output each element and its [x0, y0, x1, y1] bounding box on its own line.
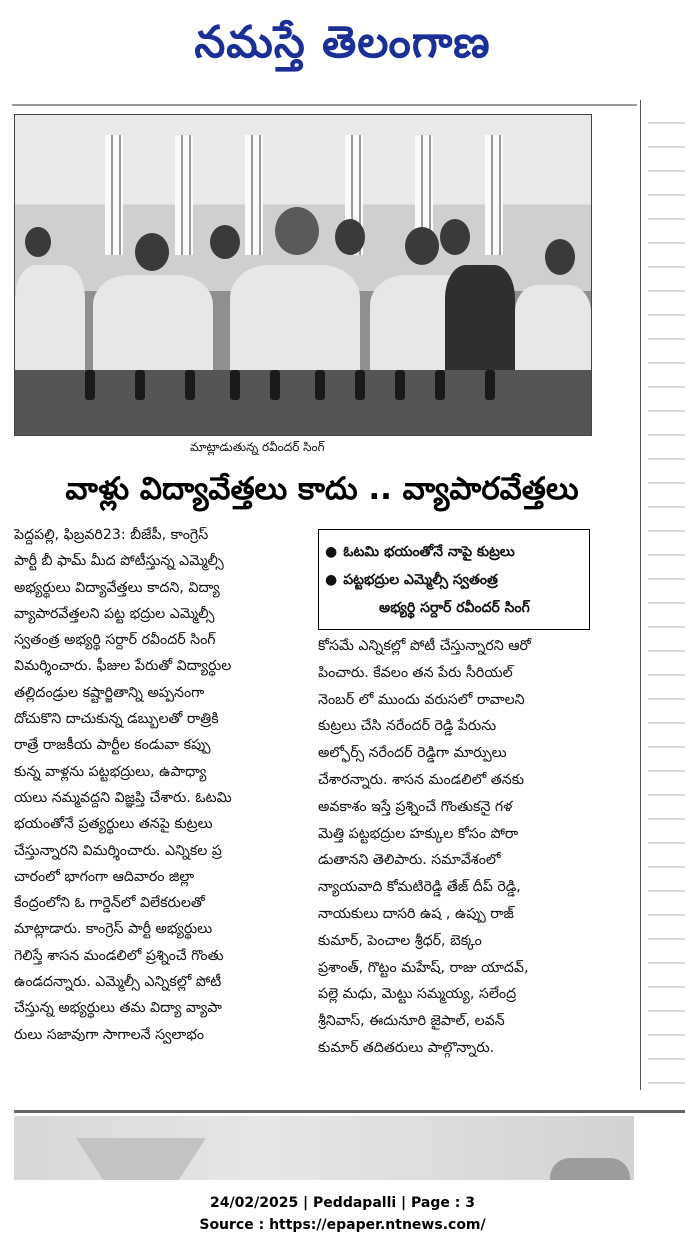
source-link[interactable]: Source : https://epaper.ntnews.com/: [199, 1217, 486, 1233]
body-line: నెంబర్ లో ముందు వరుసలో రావాలని: [318, 691, 525, 708]
masthead-title: నమస్తే తెలంగాణ: [194, 17, 491, 68]
highlight-point: ● ఓటమి భయంతోనే నాపై కుట్రలు: [325, 538, 583, 566]
body-line: చేస్తున్న అభ్యర్థులు తమ విద్యా వ్యాపా: [14, 1000, 222, 1017]
body-line: అభ్యర్థులు విద్యావేత్తలు కాదని, విద్యా: [14, 579, 220, 596]
body-line: శ్రీనివాస్, ఈదునూరి జైపాల్, లవన్: [318, 1013, 505, 1030]
highlights-box: [318, 529, 590, 630]
article-left-column: [14, 522, 314, 1048]
body-line: ప్రశాంత్, గొట్టం మహేష్, రాజు యాదవ్,: [318, 959, 529, 976]
ad-graphic: [76, 1138, 206, 1180]
body-line: తల్లిదండ్రుల కష్టార్జితాన్ని అప్పనంగా: [14, 684, 205, 701]
body-line: కుట్రలు చేసి నరేందర్ రెడ్డి పేరును: [318, 718, 497, 735]
body-line: చేస్తున్నారని విమర్శించారు. ఎన్నికల ప్ర: [14, 842, 222, 859]
body-line: వ్యాపారవేత్తలని పట్ట భద్రుల ఎమ్మెల్సీ: [14, 605, 215, 622]
body-line: స్వతంత్ర అభ్యర్థి సర్దార్ రవీందర్ సింగ్: [14, 632, 216, 649]
body-line: మాట్లాడారు. కాంగ్రెస్ పార్టీ అభ్యర్థులు: [14, 921, 213, 938]
body-line: రాత్రే రాజకీయ పార్టీల కండువా కప్పు: [14, 737, 211, 754]
body-line: రులు సజావుగా సాగాలనే స్వలాభం: [14, 1026, 205, 1043]
article-right-column: [318, 633, 608, 1062]
edition-info: 24/02/2025 | Peddapalli | Page : 3: [210, 1195, 475, 1211]
body-line: యలు నమ్మవద్దని విజ్ఞప్తి చేశారు. ఓటమి: [14, 789, 232, 806]
body-line: కుమార్, పెంచాల శ్రీధర్, బెక్కం: [318, 932, 482, 949]
body-line: దోచుకొని దాచుకున్న డబ్బులతో రాత్రికి: [14, 711, 219, 728]
body-line: మెత్తి పట్టభద్రుల హక్కుల కోసం పోరా: [318, 825, 519, 842]
column-divider: [640, 100, 641, 1090]
top-divider: [12, 104, 637, 106]
body-line: పించారు. కేవలం తన పేరు సీరియల్: [318, 664, 513, 681]
page-footer: [0, 1192, 685, 1236]
body-line: కేంద్రంలోని ఓ గార్డెన్‌లో విలేకరులతో: [14, 895, 205, 912]
body-line: అవకాశం ఇస్తే ప్రశ్నించే గొంతుకనై గళ: [318, 798, 513, 815]
adjacent-article-fragment: [648, 108, 685, 1098]
body-line: విమర్శించారు. ఫీజుల పేరుతో విద్యార్థుల: [14, 658, 232, 675]
body-line: చేశారన్నారు. శాసన మండలిలో తనకు: [318, 771, 525, 788]
article-headline: వాళ్లు విద్యావేత్తలు కాదు .. వ్యాపారవేత్తలు: [65, 471, 579, 507]
body-line: డుతానని తెలిపారు. సమావేశంలో: [318, 852, 501, 869]
body-line: ఉండదన్నారు. ఎమ్మెల్సీ ఎన్నికల్లో పోటీ: [14, 974, 222, 991]
newspaper-masthead: [0, 0, 685, 96]
ad-graphic: [550, 1158, 630, 1180]
body-line: చారంలో భాగంగా ఆదివారం జిల్లా: [14, 868, 195, 885]
highlight-point-continuation: అభ్యర్థి సర్దార్ రవీందర్ సింగ్: [379, 600, 530, 616]
body-line: కోసమే ఎన్నికల్లో పోటీ చేస్తున్నారని ఆరో: [318, 638, 531, 654]
press-meet-photo: [14, 114, 592, 436]
body-line: పార్టీ బీ ఫామ్ మీద పోటీస్తున్న ఎమ్మెల్సీ: [14, 553, 224, 570]
body-line: కున్న వాళ్లను పట్టభద్రులు, ఉపాధ్యా: [14, 763, 207, 780]
advertisement-fragment: [14, 1116, 634, 1180]
body-line: నాయకులు దాసరి ఉష , ఉప్పు రాజ్: [318, 905, 514, 922]
body-line: పల్లె మధు, మెట్టు సమ్మయ్య, సలేంద్ర: [318, 986, 517, 1003]
bottom-divider: [14, 1110, 685, 1113]
body-line: న్యాయవాది కోమటిరెడ్డి తేజ్ దీప్ రెడ్డి,: [318, 879, 521, 896]
body-line: పెద్దపల్లి, ఫిబ్రవరి23: బీజేపీ, కాంగ్రెస్: [14, 527, 209, 543]
photo-caption: మాట్లాడుతున్న రవీందర్ సింగ్: [190, 440, 325, 454]
highlight-point: ● పట్టభద్రుల ఎమ్మెల్సీ స్వతంత్ర: [325, 566, 583, 594]
body-line: అల్ఫోర్స్ నరేందర్ రెడ్డిగా మార్పులు: [318, 745, 507, 762]
body-line: కుమార్ తదితరులు పాల్గొన్నారు.: [318, 1039, 495, 1056]
body-line: భయంతోనే ప్రత్యర్థులు తనపై కుట్రలు: [14, 816, 213, 833]
body-line: గెలిస్తే శాసన మండలిలో ప్రశ్నించే గొంతు: [14, 947, 224, 964]
